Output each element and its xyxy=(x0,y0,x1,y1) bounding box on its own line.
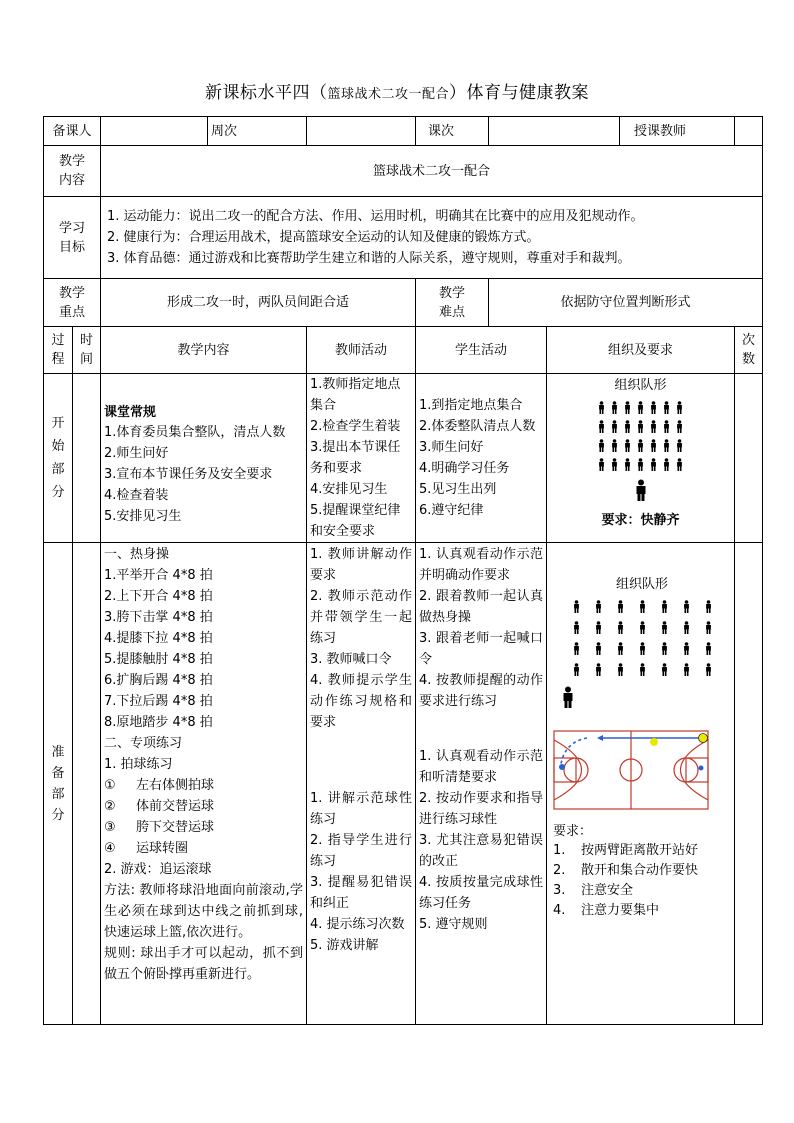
court-diagram xyxy=(553,730,731,816)
student-figure-icon xyxy=(660,401,673,414)
student-figure-icon xyxy=(675,621,697,634)
student-figure-icon xyxy=(621,420,634,433)
student-figure-icon xyxy=(631,600,653,613)
difficulty-label: 教学难点 xyxy=(416,279,489,327)
start-phase-label: 开始部分 xyxy=(44,374,73,543)
content-row xyxy=(44,146,763,197)
list-item: 3. 跟着老师一起喊口令 xyxy=(419,631,544,667)
list-item: 3.胯下击掌 4*8 拍 xyxy=(104,610,213,625)
student-figure-icon xyxy=(673,401,686,414)
list-item: 3.师生问好 xyxy=(419,440,484,455)
list-item: 5.安排见习生 xyxy=(104,509,182,524)
list-item: 3.宣布本节课任务及安全要求 xyxy=(104,467,273,482)
student-figure-icon xyxy=(608,458,621,471)
col-organization: 组织及要求 xyxy=(547,327,735,374)
student-figure-icon xyxy=(634,401,647,414)
keypoints-row xyxy=(44,279,763,327)
list-item: 1.平举开合 4*8 拍 xyxy=(104,568,213,583)
col-process: 过程 xyxy=(44,327,73,374)
list-item: 2.检查学生着装 xyxy=(310,419,401,434)
student-figure-icon xyxy=(647,439,660,452)
start-content-title: 课堂常规 xyxy=(104,405,157,420)
list-item: 1.教师指定地点集合 xyxy=(310,377,401,413)
list-item: 2.体委整队清点人数 xyxy=(419,419,536,434)
list-item: 4.安排见习生 xyxy=(310,482,388,497)
lesson-plan-table xyxy=(43,116,763,1025)
preparer-value xyxy=(101,117,208,146)
student-figure-icon xyxy=(653,663,675,676)
list-item: 二、专项练习 xyxy=(104,736,183,751)
list-item: 1. 认真观看动作示范和听清楚要求 xyxy=(419,749,544,785)
student-figure-icon xyxy=(647,420,660,433)
page-title: 新课标水平四（篮球战术二攻一配合）体育与健康教案 xyxy=(204,83,589,103)
start-time xyxy=(73,374,101,543)
student-figure-icon xyxy=(660,439,673,452)
student-figure-icon xyxy=(631,621,653,634)
formation-grid xyxy=(550,401,731,471)
student-figure-icon xyxy=(647,401,660,414)
list-item: 3. 教师喊口令 xyxy=(310,652,392,667)
preparer-label: 备课人 xyxy=(44,117,101,146)
student-figure-icon xyxy=(634,458,647,471)
list-item: 5. 游戏讲解 xyxy=(310,938,379,953)
list-item: 4. 教师提示学生动作练习规格和要求 xyxy=(310,673,413,730)
col-student: 学生活动 xyxy=(416,327,547,374)
student-figure-icon xyxy=(565,663,587,676)
game-method: 方法: 教师将球沿地面向前滚动,学生必须在球到达中线之前抓到球,快速运球上篮,依次进行。 xyxy=(104,883,304,940)
game-rule: 规则: 球出手才可以起动，抓不到做五个俯卧撑再重新进行。 xyxy=(104,946,304,982)
lesson-label: 课次 xyxy=(416,117,489,146)
list-item: 5. 遵守规则 xyxy=(419,917,488,932)
list-item: 2. 教师示范动作并带领学生一起练习 xyxy=(310,589,413,646)
list-item: 2. 按动作要求和指导进行练习球性 xyxy=(419,791,544,827)
student-figure-icon xyxy=(608,420,621,433)
student-figure-icon xyxy=(653,621,675,634)
student-figure-icon xyxy=(660,420,673,433)
student-figure-icon xyxy=(565,642,587,655)
prep-section-row xyxy=(44,543,763,1025)
teacher-value xyxy=(735,117,763,146)
student-figure-icon xyxy=(621,458,634,471)
prep-phase-label: 准备部分 xyxy=(44,543,73,1025)
teacher-label: 授课教师 xyxy=(620,117,735,146)
student-figure-icon xyxy=(595,458,608,471)
goals-label: 学习目标 xyxy=(44,197,101,279)
student-figure-icon xyxy=(634,420,647,433)
week-label: 周次 xyxy=(208,117,307,146)
difficulty-value: 依据防守位置判断形式 xyxy=(489,279,763,327)
col-times: 次数 xyxy=(735,327,763,374)
list-item: 2. 散开和集合动作要快 xyxy=(553,863,699,878)
list-item: 2.师生问好 xyxy=(104,446,169,461)
game-title: 2. 游戏：追运滚球 xyxy=(104,862,212,877)
list-item: 6.扩胸后踢 4*8 拍 xyxy=(104,673,213,688)
teacher-figure-icon xyxy=(561,686,731,714)
student-figure-icon xyxy=(675,642,697,655)
list-item: 5.提醒课堂纪律和安全要求 xyxy=(310,503,401,539)
teacher-figure-icon xyxy=(550,479,731,507)
list-item: 1. 讲解示范球性练习 xyxy=(310,791,413,827)
start-requirement: 要求：快静齐 xyxy=(601,513,680,528)
key-label: 教学重点 xyxy=(44,279,101,327)
student-figure-icon xyxy=(653,600,675,613)
formation-grid xyxy=(553,600,731,676)
student-figure-icon xyxy=(697,663,719,676)
student-figure-icon xyxy=(608,401,621,414)
lesson-value xyxy=(489,117,620,146)
student-figure-icon xyxy=(697,600,719,613)
col-teacher: 教师活动 xyxy=(307,327,416,374)
prep-times xyxy=(735,543,763,1025)
student-figure-icon xyxy=(675,600,697,613)
list-item: 一、热身操 xyxy=(104,547,170,562)
content-value: 篮球战术二攻一配合 xyxy=(101,146,763,197)
list-item: ② 体前交替运球 xyxy=(104,799,215,814)
student-figure-icon xyxy=(673,458,686,471)
start-section-row xyxy=(44,374,763,543)
week-value xyxy=(307,117,416,146)
student-figure-icon xyxy=(595,439,608,452)
student-figure-icon xyxy=(587,600,609,613)
student-figure-icon xyxy=(647,458,660,471)
student-figure-icon xyxy=(697,621,719,634)
list-item: 3. 提醒易犯错误和纠正 xyxy=(310,875,413,911)
start-student xyxy=(416,374,547,543)
student-figure-icon xyxy=(621,401,634,414)
student-figure-icon xyxy=(697,642,719,655)
list-item: ③ 胯下交替运球 xyxy=(104,820,215,835)
list-item: 1. 认真观看动作示范并明确动作要求 xyxy=(419,547,544,583)
prep-student xyxy=(416,543,547,1025)
prep-time xyxy=(73,543,101,1025)
start-times xyxy=(735,374,763,543)
list-item: 1.体育委员集合整队，清点人数 xyxy=(104,425,286,440)
student-figure-icon xyxy=(660,458,673,471)
student-figure-icon xyxy=(595,420,608,433)
list-item: 4. 注意力要集中 xyxy=(553,903,660,918)
list-item: 3. 注意安全 xyxy=(553,883,634,898)
list-item: 3. 尤其注意易犯错误的改正 xyxy=(419,833,544,869)
org-title: 组织队形 xyxy=(614,378,667,393)
student-figure-icon xyxy=(587,642,609,655)
col-content: 教学内容 xyxy=(101,327,307,374)
list-item: 6.遵守纪律 xyxy=(419,503,484,518)
list-item: 5.提膝触肘 4*8 拍 xyxy=(104,652,213,667)
list-item: 2. 跟着教师一起认真做热身操 xyxy=(419,589,544,625)
list-item: ④ 运球转圈 xyxy=(104,841,189,856)
list-item: 4.检查着装 xyxy=(104,488,169,503)
student-figure-icon xyxy=(565,600,587,613)
student-figure-icon xyxy=(608,439,621,452)
org-title: 组织队形 xyxy=(616,577,669,592)
list-item: 4. 按质按量完成球性练习任务 xyxy=(419,875,544,911)
list-item: 3.提出本节课任务和要求 xyxy=(310,440,401,476)
goal-item: 1. 运动能力：说出二攻一的配合方法、作用、运用时机，明确其在比赛中的应用及犯规动作。 xyxy=(107,209,644,224)
student-figure-icon xyxy=(653,642,675,655)
student-figure-icon xyxy=(631,642,653,655)
student-figure-icon xyxy=(609,663,631,676)
goal-item: 2. 健康行为：合理运用战术，提高篮球安全运动的认知及健康的锻炼方式。 xyxy=(107,230,540,245)
list-item: 8.原地踏步 4*8 拍 xyxy=(104,715,213,730)
list-item: ① 左右体侧拍球 xyxy=(104,778,215,793)
list-item: 2.上下开合 4*8 拍 xyxy=(104,589,213,604)
goals-row xyxy=(44,197,763,279)
req-label: 要求： xyxy=(553,824,593,839)
key-value: 形成二攻一时，两队员间距合适 xyxy=(101,279,416,327)
list-item: 1. 按两臂距离散开站好 xyxy=(553,843,699,858)
list-item: 1.到指定地点集合 xyxy=(419,398,523,413)
student-figure-icon xyxy=(587,663,609,676)
header-row xyxy=(44,117,763,146)
student-figure-icon xyxy=(609,600,631,613)
prep-teacher xyxy=(307,543,416,1025)
student-figure-icon xyxy=(609,642,631,655)
list-item: 4. 提示练习次数 xyxy=(310,917,405,932)
prep-content xyxy=(101,543,307,1025)
start-organization xyxy=(547,374,735,543)
prep-organization xyxy=(547,543,735,1025)
list-item: 1. 教师讲解动作要求 xyxy=(310,547,413,583)
student-figure-icon xyxy=(675,663,697,676)
student-figure-icon xyxy=(587,621,609,634)
student-figure-icon xyxy=(621,439,634,452)
goal-item: 3. 体育品德：通过游戏和比赛帮助学生建立和谐的人际关系，遵守规则，尊重对手和裁判。 xyxy=(107,251,631,266)
student-figure-icon xyxy=(565,621,587,634)
list-item: 1. 拍球练习 xyxy=(104,757,173,772)
start-teacher xyxy=(307,374,416,543)
student-figure-icon xyxy=(673,420,686,433)
list-item: 2. 指导学生进行练习 xyxy=(310,833,413,869)
list-item: 4. 按教师提醒的动作要求进行练习 xyxy=(419,673,544,709)
content-label: 教学内容 xyxy=(44,146,101,197)
student-figure-icon xyxy=(595,401,608,414)
list-item: 4.提膝下拉 4*8 拍 xyxy=(104,631,213,646)
list-item: 7.下拉后踢 4*8 拍 xyxy=(104,694,213,709)
student-figure-icon xyxy=(673,439,686,452)
student-figure-icon xyxy=(609,621,631,634)
col-time: 时间 xyxy=(73,327,101,374)
column-header-row xyxy=(44,327,763,374)
goals-list xyxy=(101,197,763,279)
list-item: 4.明确学习任务 xyxy=(419,461,510,476)
list-item: 5.见习生出列 xyxy=(419,482,497,497)
student-figure-icon xyxy=(631,663,653,676)
start-content xyxy=(101,374,307,543)
student-figure-icon xyxy=(634,439,647,452)
